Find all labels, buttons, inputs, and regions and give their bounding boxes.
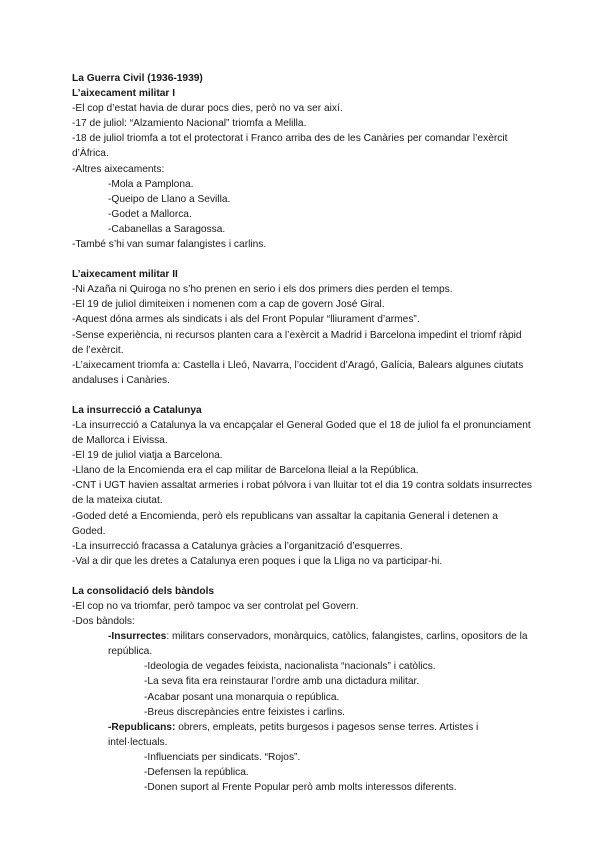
list-item: -Acabar posant una monarquia o república. xyxy=(144,691,340,703)
text-line: -També s’hi van sumar falangistes i carlins. xyxy=(72,239,267,251)
section-heading: L’aixecament militar II xyxy=(72,269,178,281)
insurrectes-label: -Insurrectes xyxy=(108,631,167,643)
text-line: -El 19 de juliol viatja a Barcelona. xyxy=(72,450,223,462)
text-line: -Goded deté a Encomienda, però els republicans van assaltar la capitania General i detenen a Goded. xyxy=(72,510,498,537)
section-heading: La consolidació dels bàndols xyxy=(72,585,215,597)
insurrectes-text: : militars conservadors, monàrquics, catòlics, falangistes, carlins, opositors de la república. xyxy=(108,631,528,658)
text-line: -Llano de la Encomienda era el cap militar de Barcelona lleial a la República. xyxy=(72,465,419,477)
text-line: -CNT i UGT havien assaltat armeries i robat pólvora i van lluitar tot el dia 19 contra soldats insurrectes de la mateixa ciutat. xyxy=(72,480,532,507)
document-content xyxy=(72,71,532,795)
list-item: -Godet a Mallorca. xyxy=(108,208,192,220)
section-aixecament-i xyxy=(72,86,532,252)
text-line: -Ni Azaña ni Quiroga no s’ho prenen en serio i els dos primers dies perden el temps. xyxy=(72,284,453,296)
text-line: -18 de juliol triomfa a tot el protectorat i Franco arriba des de les Canàries per comandar l’exèrcit d’Àfrica. xyxy=(72,133,508,160)
main-title: La Guerra Civil (1936-1939) xyxy=(72,73,203,84)
list-item: -Mola a Pamplona. xyxy=(108,178,194,190)
list-item: -La seva fita era reinstaurar l’ordre amb una dictadura militar. xyxy=(144,676,420,688)
section-heading: La insurrecció a Catalunya xyxy=(72,404,202,416)
republicans-label: -Republicans: xyxy=(108,721,176,733)
text-line: -El cop d’estat havia de durar pocs dies, però no va ser així. xyxy=(72,103,343,115)
list-item: -Breus discrepàncies entre feixistes i carlins. xyxy=(144,706,345,718)
text-line: -Sense experiència, ni recursos planten cara a l’exèrcit a Madrid i Barcelona impedint el triomf ràpid de l’exèrcit. xyxy=(72,329,522,356)
list-item: -Queipo de Llano a Sevilla. xyxy=(108,193,231,205)
text-line: -La insurrecció a Catalunya la va encapçalar el General Goded que el 18 de juliol fa el pronunciament de Mallorca i Eivissa. xyxy=(72,419,531,447)
text-line: -L’aixecament triomfa a: Castella i Lleó, Navarra, l’occident d’Aragó, Galícia, Balears algunes ciutats andaluses i Canàries. xyxy=(72,359,524,386)
text-line: -Dos bàndols: xyxy=(72,616,135,628)
section-aixecament-ii xyxy=(72,267,532,388)
section-insurreccio-catalunya xyxy=(72,403,532,569)
list-item: -Influenciats per sindicats. “Rojos”. xyxy=(144,751,301,763)
list-item: -Cabanellas a Saragossa. xyxy=(108,223,226,235)
insurrectes-item xyxy=(72,629,532,659)
section-consolidacio-bandols xyxy=(72,584,532,795)
republicans-item xyxy=(72,720,532,750)
list-item: -Ideologia de vegades feixista, nacionalista “nacionals” i catòlics. xyxy=(144,661,436,673)
section-heading: L’aixecament militar I xyxy=(72,88,176,100)
text-line: -Aquest dóna armes als sindicats i als del Front Popular “lliurament d’armes”. xyxy=(72,314,420,326)
text-line: -El 19 de juliol dimiteixen i nomenen com a cap de govern José Giral. xyxy=(72,299,385,311)
list-item: -Donen suport al Frente Popular però amb molts interessos diferents. xyxy=(144,782,457,794)
text-line: -Val a dir que les dretes a Catalunya eren poques i que la Lliga no va participar-hi. xyxy=(72,555,443,567)
text-line: -El cop no va triomfar, però tampoc va ser controlat pel Govern. xyxy=(72,601,359,612)
list-item: -Defensen la república. xyxy=(144,767,249,779)
text-line: -17 de juliol: “Alzamiento Nacional” triomfa a Melilla. xyxy=(72,118,307,130)
text-line: -La insurrecció fracassa a Catalunya gràcies a l’organització d’esquerres. xyxy=(72,540,403,552)
text-line: -Altres aixecaments: xyxy=(72,163,165,175)
republicans-text: obrers, empleats, petits burgesos i pagesos sense terres. Artistes i intel·lectuals. xyxy=(108,721,479,748)
